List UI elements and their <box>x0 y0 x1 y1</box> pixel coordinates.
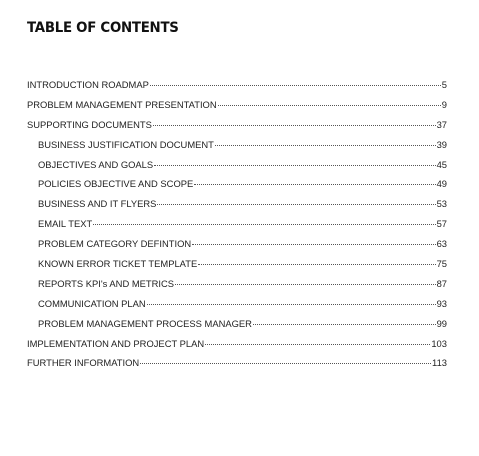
toc-entry-page-number: 37 <box>436 118 447 130</box>
toc-entry-page-number: 75 <box>436 258 447 270</box>
toc-subentry[interactable] <box>27 318 447 338</box>
toc-entry[interactable] <box>27 79 447 99</box>
dot-leader <box>194 184 435 185</box>
toc-entry-page-number: 103 <box>431 337 447 349</box>
toc-entry-page-number: 93 <box>436 297 447 309</box>
dot-leader <box>192 244 435 245</box>
page-title: TABLE OF CONTENTS <box>27 20 179 36</box>
toc-entry-page-number: 99 <box>436 317 447 329</box>
toc-entry-page-number: 9 <box>441 98 447 110</box>
dot-leader <box>147 304 436 305</box>
toc-subentry[interactable] <box>27 218 447 238</box>
toc-entry-page-number: 53 <box>436 198 447 210</box>
toc-entry[interactable] <box>27 338 447 358</box>
dot-leader <box>150 85 441 86</box>
toc-subentry[interactable] <box>27 238 447 258</box>
toc-entry-page-number: 63 <box>436 238 447 250</box>
dot-leader <box>253 324 436 325</box>
toc-list <box>27 79 447 377</box>
dot-leader <box>205 344 430 345</box>
toc-entry-label: IMPLEMENTATION AND PROJECT PLAN <box>27 337 205 349</box>
toc-entry-label: PROBLEM CATEGORY DEFINTION <box>38 238 192 250</box>
toc-entry[interactable] <box>27 357 447 377</box>
toc-entry-label: FURTHER INFORMATION <box>27 357 140 369</box>
toc-entry-label: INTRODUCTION ROADMAP <box>27 79 149 90</box>
toc-entry-page-number: 5 <box>441 79 447 90</box>
dot-leader <box>93 224 435 225</box>
toc-subentry[interactable] <box>27 278 447 298</box>
toc-subentry[interactable] <box>27 178 447 198</box>
toc-entry-page-number: 45 <box>436 158 447 170</box>
toc-subentry[interactable] <box>27 198 447 218</box>
toc-entry-label: PROBLEM MANAGEMENT PRESENTATION <box>27 98 217 110</box>
toc-subentry[interactable] <box>27 139 447 159</box>
toc-entry-page-number: 113 <box>432 357 447 369</box>
toc-entry-label: POLICIES OBJECTIVE AND SCOPE <box>38 178 194 190</box>
toc-entry-label: KNOWN ERROR TICKET TEMPLATE <box>38 258 198 270</box>
dot-leader <box>154 165 435 166</box>
toc-entry[interactable] <box>27 99 447 119</box>
toc-entry-label: BUSINESS AND IT FLYERS <box>38 198 157 210</box>
toc-subentry[interactable] <box>27 298 447 318</box>
dot-leader <box>218 105 441 106</box>
toc-entry-label: REPORTS KPI's AND METRICS <box>38 277 175 289</box>
dot-leader <box>140 363 431 364</box>
toc-entry-label: OBJECTIVES AND GOALS <box>38 158 154 170</box>
dot-leader <box>215 145 436 146</box>
toc-entry-label: BUSINESS JUSTIFICATION DOCUMENT <box>38 138 214 150</box>
toc-entry-label: PROBLEM MANAGEMENT PROCESS MANAGER <box>38 317 252 329</box>
toc-entry-label: COMMUNICATION PLAN <box>38 297 146 309</box>
dot-leader <box>157 204 435 205</box>
dot-leader <box>175 284 436 285</box>
toc-entry-page-number: 39 <box>436 138 447 150</box>
toc-entry-page-number: 87 <box>436 277 447 289</box>
toc-entry-label: EMAIL TEXT <box>38 218 93 230</box>
toc-subentry[interactable] <box>27 159 447 179</box>
dot-leader <box>153 125 436 126</box>
dot-leader <box>198 264 435 265</box>
toc-entry[interactable] <box>27 119 447 139</box>
toc-entry-page-number: 49 <box>436 178 447 190</box>
toc-entry-label: SUPPORTING DOCUMENTS <box>27 118 152 130</box>
toc-subentry[interactable] <box>27 258 447 278</box>
toc-entry-page-number: 57 <box>436 218 447 230</box>
